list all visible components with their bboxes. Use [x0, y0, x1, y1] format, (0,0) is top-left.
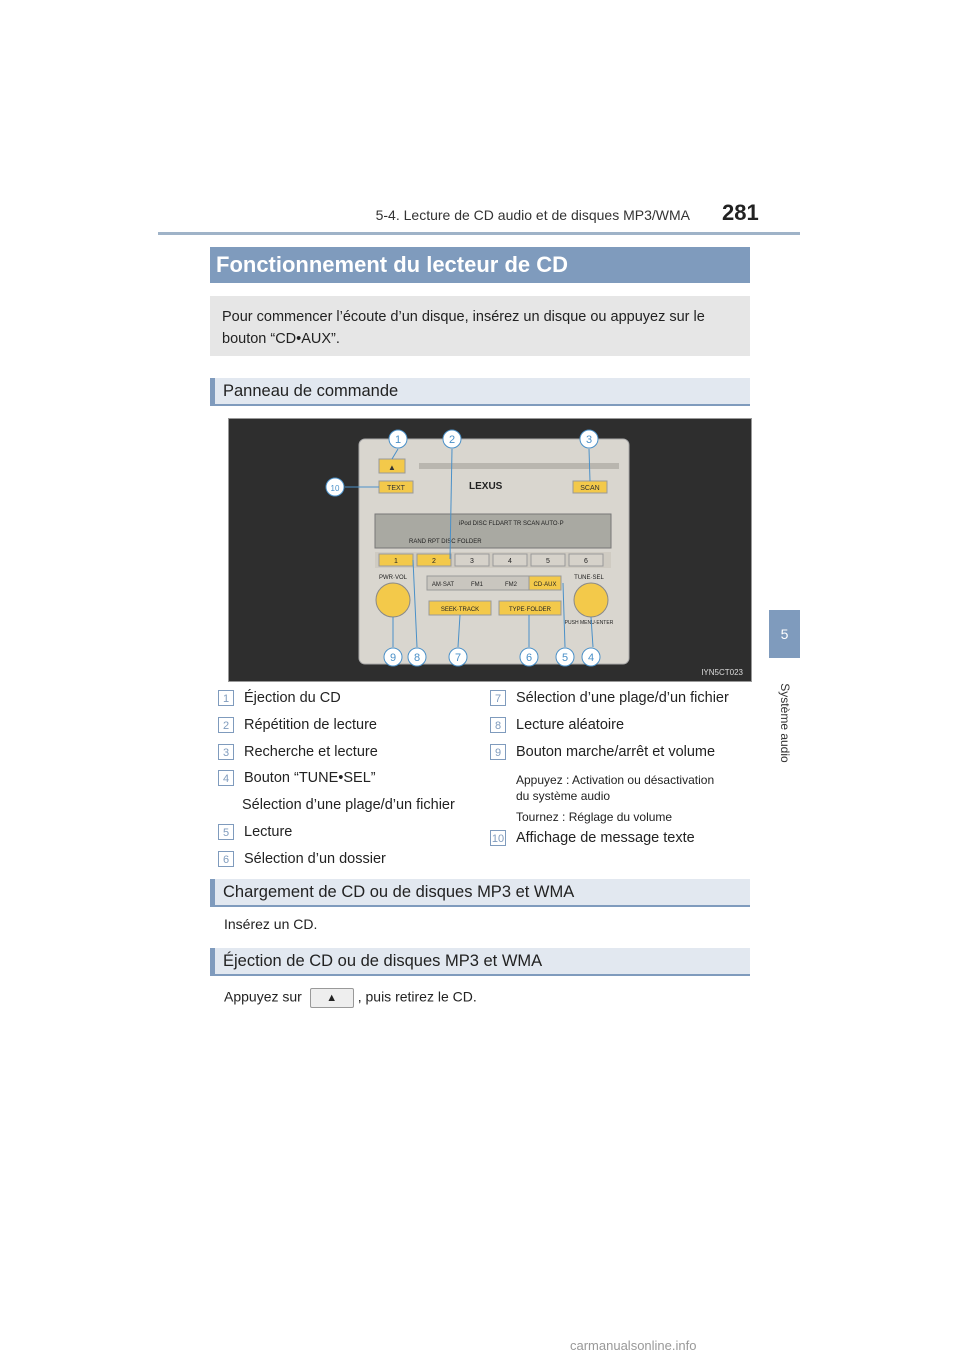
- legend-label: Lecture: [244, 824, 293, 840]
- am-sat-key-label: AM·SAT: [431, 582, 455, 588]
- display-bottom-text: RAND RPT DISC FOLDER: [409, 539, 482, 545]
- control-panel-figure: [228, 418, 752, 682]
- legend-note: Appuyez : Activation ou désactivation: [516, 773, 715, 787]
- menu-enter-label: PUSH MENU·ENTER: [564, 620, 614, 626]
- chapter-tab-label-text: Système audio: [777, 683, 792, 763]
- subsection-heading-ejecting: Éjection de CD ou de disques MP3 et WMA: [210, 948, 750, 976]
- callout-number: 9: [389, 652, 397, 664]
- callout-number: 8: [413, 652, 421, 664]
- chapter-title: 5-4. Lecture de CD audio et de disques MP3/WMA: [375, 207, 690, 223]
- header-rule: [158, 232, 800, 235]
- legend-label: Affichage de message texte: [516, 830, 695, 846]
- display-top-text: iPod DISC FLDART TR SCAN AUTO·P: [459, 521, 564, 527]
- legend-item: [218, 690, 341, 706]
- chapter-tab-divider: [769, 658, 800, 659]
- eject-key-label: ▲: [388, 463, 396, 472]
- callout-number: 5: [561, 652, 569, 664]
- legend-label: Lecture aléatoire: [516, 717, 625, 733]
- ejecting-text: [224, 988, 477, 1008]
- legend-number: 10: [490, 830, 506, 846]
- legend-number: 4: [218, 770, 234, 786]
- chapter-tab-number: 5: [769, 610, 800, 658]
- type-folder-key-label: TYPE·FOLDER: [508, 607, 552, 613]
- ejecting-text-before: Appuyez sur: [224, 988, 302, 1005]
- legend-label: Recherche et lecture: [244, 744, 378, 760]
- preset-key-label: 5: [546, 558, 550, 565]
- figure-code: IYN5CT023: [701, 668, 743, 677]
- legend-note: Tournez : Réglage du volume: [516, 810, 673, 824]
- footer-watermark: carmanualsonline.info: [570, 1338, 697, 1353]
- legend-item: [490, 744, 715, 760]
- legend-item: [490, 690, 729, 706]
- pwr-vol-label: PWR·VOL: [378, 575, 408, 581]
- legend-note: du système audio: [516, 789, 611, 803]
- callout-number: 1: [394, 434, 402, 446]
- preset-key-label: 3: [470, 558, 474, 565]
- callout-number: 3: [585, 434, 593, 446]
- legend-label: Éjection du CD: [244, 690, 341, 706]
- seek-track-key-label: SEEK·TRACK: [440, 607, 480, 613]
- legend-item: [218, 770, 376, 786]
- legend-number: 9: [490, 744, 506, 760]
- legend-item: [218, 851, 386, 867]
- subsection-heading-loading: Chargement de CD ou de disques MP3 et WMA: [210, 879, 750, 907]
- legend-number: 1: [218, 690, 234, 706]
- brand-logo-text: LEXUS: [469, 481, 503, 492]
- callout-number: 6: [525, 652, 533, 664]
- legend-item: [218, 824, 292, 840]
- fm1-key-label: FM1: [471, 582, 483, 588]
- legend-label: Sélection d’une plage/d’un fichier: [516, 690, 729, 706]
- callout-number: 2: [448, 434, 456, 446]
- legend-item: [218, 717, 377, 733]
- loading-text: Insérez un CD.: [224, 916, 318, 932]
- ejecting-text-after: , puis retirez le CD.: [357, 988, 477, 1005]
- legend-label: Bouton “TUNE•SEL”: [244, 770, 376, 786]
- section-title: Fonctionnement du lecteur de CD: [210, 247, 750, 283]
- text-key-label: TEXT: [387, 485, 405, 492]
- subsection-heading-panel: Panneau de commande: [210, 378, 750, 406]
- legend-number: 3: [218, 744, 234, 760]
- legend-item: [490, 830, 695, 846]
- cd-aux-key-label: CD·AUX: [533, 582, 557, 588]
- legend-number: 5: [218, 824, 234, 840]
- preset-key-label: 6: [584, 558, 588, 565]
- legend-label: Sélection d’un dossier: [244, 851, 386, 867]
- fm2-key-label: FM2: [505, 582, 517, 588]
- callout-number: 4: [587, 652, 595, 664]
- section-intro: Pour commencer l’écoute d’un disque, insérez un disque ou appuyez sur le bouton “CD•AUX”.: [210, 296, 750, 356]
- legend-item: [490, 717, 624, 733]
- chapter-tab-label: [769, 668, 800, 778]
- legend-number: 7: [490, 690, 506, 706]
- legend-number: 8: [490, 717, 506, 733]
- legend-label: Bouton marche/arrêt et volume: [516, 744, 716, 760]
- legend-number: 6: [218, 851, 234, 867]
- legend-item: [218, 744, 378, 760]
- preset-key-label: 1: [394, 558, 398, 565]
- eject-key-icon: ▲: [310, 988, 354, 1008]
- scan-key-label: SCAN: [580, 485, 600, 492]
- callout-number: 7: [454, 652, 462, 664]
- preset-key-label: 4: [508, 558, 512, 565]
- tune-sel-label: TUNE·SEL: [574, 575, 604, 581]
- legend-number: 2: [218, 717, 234, 733]
- control-panel-illustration: [229, 419, 751, 681]
- callout-number: 10: [330, 484, 340, 493]
- page-number: 281: [722, 200, 759, 225]
- legend-sublabel: Sélection d’une plage/d’un fichier: [242, 797, 455, 813]
- legend-label: Répétition de lecture: [244, 717, 377, 733]
- preset-key-label: 2: [432, 558, 436, 565]
